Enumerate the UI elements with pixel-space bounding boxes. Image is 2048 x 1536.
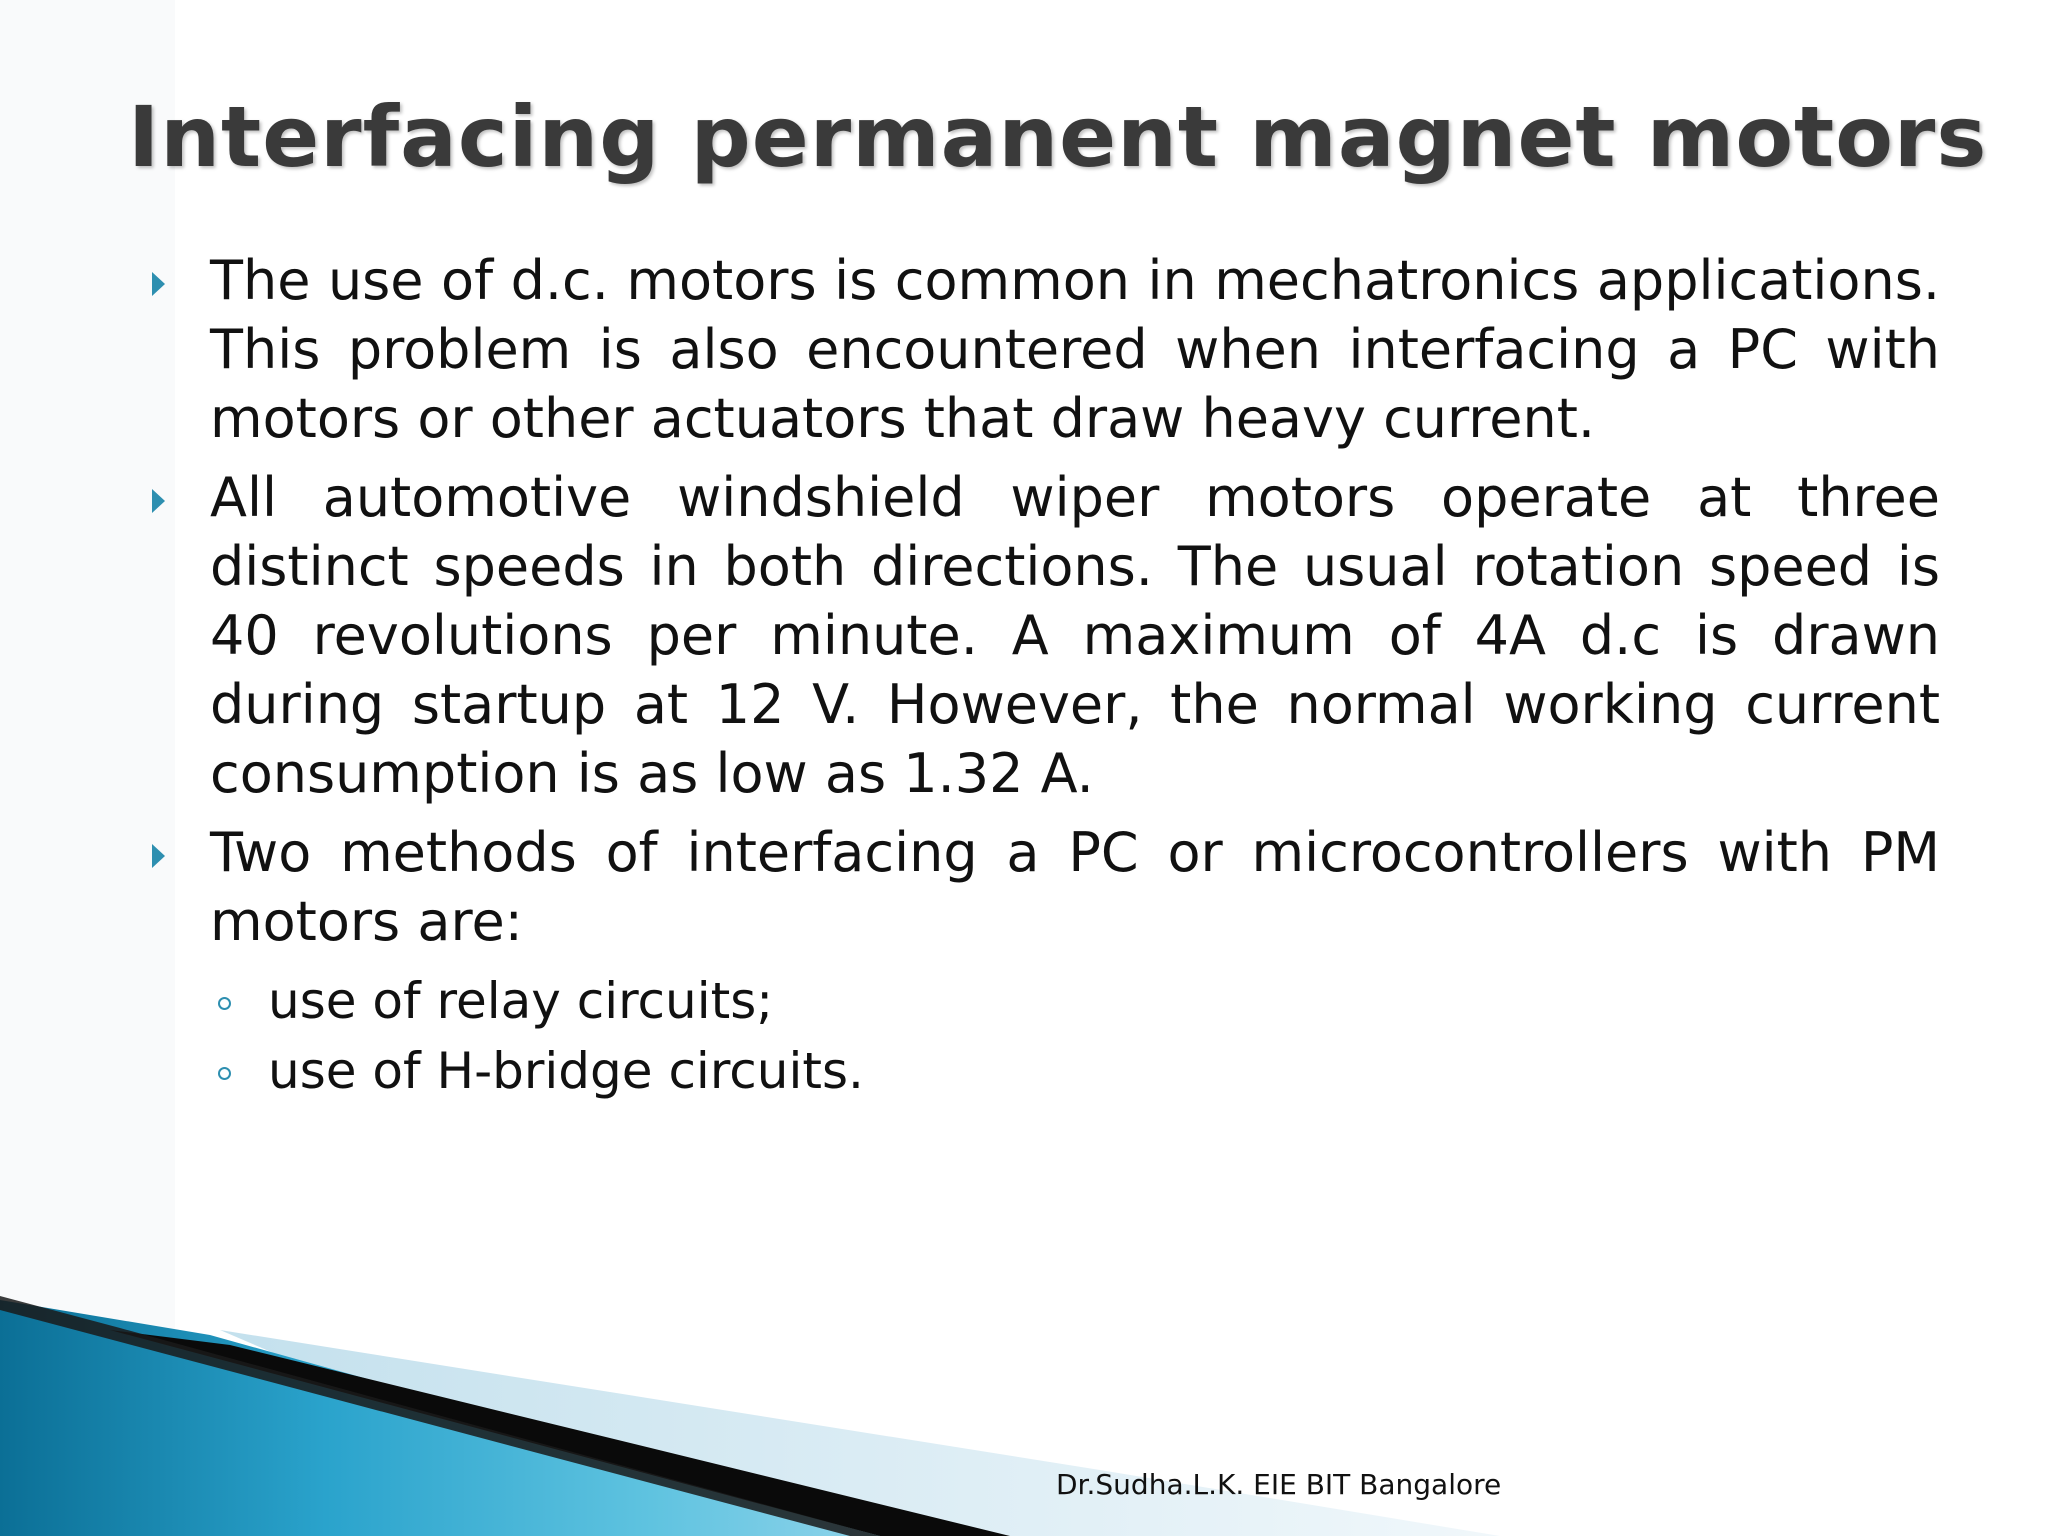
bullet-item xyxy=(140,246,1940,453)
sub-bullet-item xyxy=(210,966,1940,1036)
triangle-right-icon xyxy=(152,489,165,513)
triangle-right-icon xyxy=(152,844,165,868)
bullet-text: The use of d.c. motors is common in mechatronics applications. This problem is also encountered when interfacing a PC with motors or other actuators that draw heavy current. xyxy=(210,249,1940,450)
hollow-circle-icon xyxy=(218,997,231,1010)
bullet-text: All automotive windshield wiper motors operate at three distinct speeds in both directions. The usual rotation speed is 40 revolutions per minute. A maximum of 4A d.c is drawn during startup at 12 V. However, the normal working current consumption is as low as 1.32 A. xyxy=(210,466,1940,805)
sub-bullet-list xyxy=(140,966,1940,1106)
bullet-text: Two methods of interfacing a PC or microcontrollers with PM motors are: xyxy=(210,821,1940,953)
bullet-item xyxy=(140,463,1940,808)
hollow-circle-icon xyxy=(218,1067,231,1080)
sub-bullet-item xyxy=(210,1036,1940,1106)
sub-bullet-text: use of H-bridge circuits. xyxy=(268,1042,864,1100)
triangle-right-icon xyxy=(152,272,165,296)
slide-footer: Dr.Sudha.L.K. EIE BIT Bangalore xyxy=(1056,1468,1502,1501)
bullet-list xyxy=(140,246,1940,1106)
slide-title: Interfacing permanent magnet motors xyxy=(128,88,1988,186)
sub-bullet-text: use of relay circuits; xyxy=(268,972,774,1030)
bullet-item xyxy=(140,818,1940,956)
